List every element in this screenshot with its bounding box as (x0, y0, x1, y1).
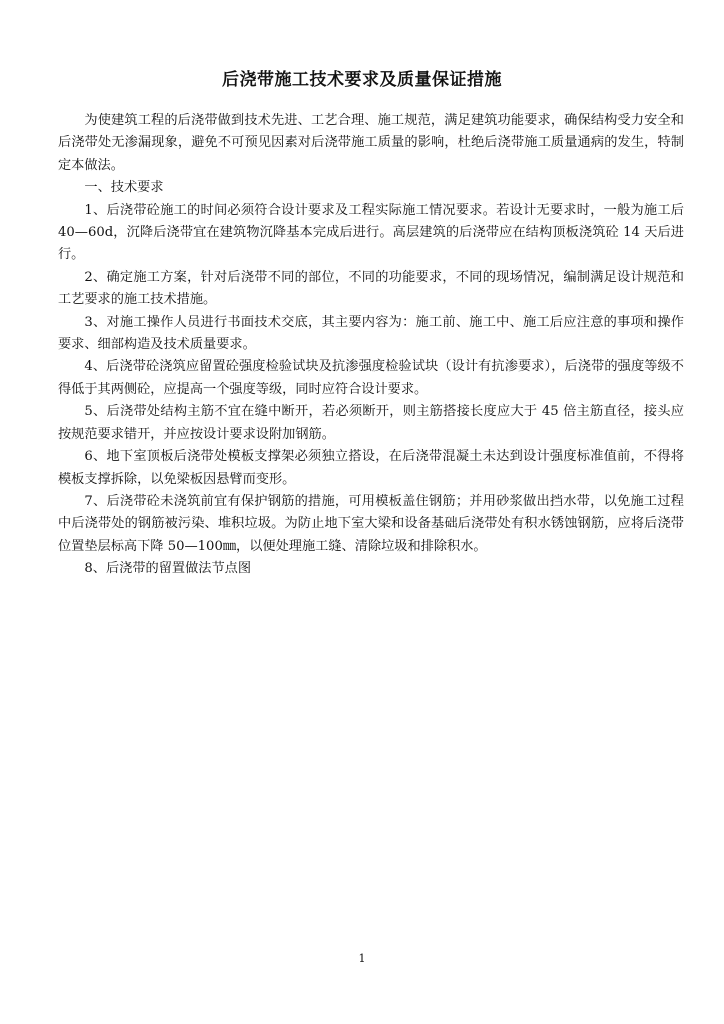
page-number: 1 (358, 952, 366, 965)
intro-paragraph: 为使建筑工程的后浇带做到技术先进、工艺合理、施工规范，满足建筑功能要求，确保结构受力安全和后浇带处无渗漏现象，避免不可预见因素对后浇带施工质量的影响，杜绝后浇带施工质量通病的发生，特制定本做法。 (58, 113, 684, 173)
requirement-item-8: 8、后浇带的留置做法节点图 (84, 561, 252, 577)
requirement-item-6: 6、地下室顶板后浇带处模板支撑架必须独立搭设，在后浇带混凝土未达到设计强度标准值前，不得将模板支撑拆除，以免梁板因悬臂而变形。 (58, 449, 684, 487)
requirement-item-2: 2、确定施工方案，针对后浇带不同的部位，不同的功能要求，不同的现场情况，编制满足设计规范和工艺要求的施工技术措施。 (58, 269, 684, 308)
requirement-item-1: 1、后浇带砼施工的时间必须符合设计要求及工程实际施工情况要求。若设计无要求时，一般为施工后 40—60d，沉降后浇带宜在建筑物沉降基本完成后进行。高层建筑的后浇带应在结构顶板浇筑砼 14 天后进行。 (58, 202, 684, 263)
requirement-item-3: 3、对施工操作人员进行书面技术交底，其主要内容为：施工前、施工中、施工后应注意的事项和操作要求、细部构造及技术质量要求。 (58, 314, 684, 353)
document-title: 后浇带施工技术要求及质量保证措施 (222, 70, 502, 90)
requirement-item-4: 4、后浇带砼浇筑应留置砼强度检验试块及抗渗强度检验试块（设计有抗渗要求），后浇带的强度等级不得低于其两侧砼，应提高一个强度等级，同时应符合设计要求。 (58, 359, 684, 397)
document-body (58, 110, 684, 581)
requirement-item-7: 7、后浇带砼未浇筑前宜有保护钢筋的措施，可用模板盖住钢筋；并用砂浆做出挡水带，以免施工过程中后浇带处的钢筋被污染、堆积垃圾。为防止地下室大梁和设备基础后浇带处有积水锈蚀钢筋，应将后浇带位置垫层标高下降 50—100㎜，以便处理施工缝、清除垃圾和排除积水。 (58, 493, 684, 554)
requirement-item-5: 5、后浇带处结构主筋不宜在缝中断开，若必须断开，则主筋搭接长度应大于 45 倍主筋直径，接头应按规范要求错开，并应按设计要求设附加钢筋。 (58, 404, 684, 442)
section-heading-technical-requirements: 一、技术要求 (84, 180, 164, 196)
